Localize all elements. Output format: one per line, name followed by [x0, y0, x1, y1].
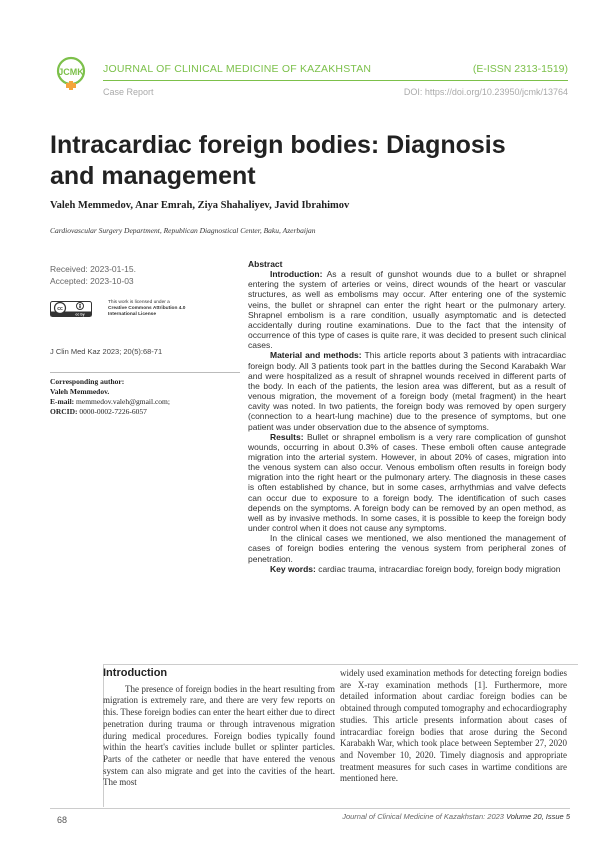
- journal-logo: [50, 56, 92, 90]
- page-number: 68: [57, 815, 68, 825]
- abstract: [248, 259, 566, 574]
- abstract-methods: Material and methods: This article reports about 3 patients with intracardiac foreign body. All 3 patients took part in the battles during the Second Karabakh War and were hospitalized as a result of shrapnel wounds received in different parts of the body. In each of the patients, the lesion area was different, but as a result of venous migration, the movement of a foreign body (metal fragment) in the heart cavity was noted. In two patients, the foreign body was removed by open surgery (connection to a heart-lung machine) due to the presence of symptoms, but one patient was under observation due to the absence of symptoms.: [248, 350, 566, 432]
- corresponding-author: [50, 377, 170, 417]
- abstract-conclusion: In the clinical cases we mentioned, we also mentioned the management of cases of foreign bodies entering the venous system from peripheral zones of penetration.: [248, 533, 566, 564]
- doi-link[interactable]: DOI: https://doi.org/10.23950/jcmk/13764: [403, 87, 568, 97]
- introduction-paragraph-right: widely used examination methods for detecting foreign bodies are X-ray examination methods [1]. Furthermore, more detailed information about cardiac foreign bodies can be obtained through computed tomography and echocardiography studies. This article presents information about cases of intracardiac foreign bodies that arose during the Second Karabakh War, which took place between September 27, 2020 and November 10, 2020. Timely diagnosis and appropriate treatment measures for such cases in wartime conditions are mentioned here.: [340, 668, 567, 784]
- introduction-left-column: [103, 668, 335, 789]
- footer-journal: [342, 812, 570, 821]
- article-dates: [50, 263, 136, 287]
- cc-badge-label: cc by: [75, 312, 85, 317]
- citation: J Clin Med Kaz 2023; 20(5):68-71: [50, 347, 163, 356]
- cc-by-license-icon[interactable]: [50, 301, 92, 317]
- corr-name: Valeh Memmedov.: [50, 387, 110, 396]
- article-title: Intracardiac foreign bodies: Diagnosis and management: [50, 131, 506, 190]
- abstract-intro: Introduction: As a result of gunshot wounds due to a bullet or shrapnel entering the system of arteries or veins, direct wounds of the heart or vascular structures, as well as embolisms may occur. After entering one of the systemic veins, the bullet or shrapnel can enter the right heart or the pulmonary artery. Shrapnel embolism is a rare condition, usually asymptomatic and is detected accidentally during routine examinations. Due to the fact that the intensity of occurrence of this type of cases is quite rare, it was decided to present such clinical cases.: [248, 269, 566, 351]
- corr-email[interactable]: memmedov.valeh@gmail.com;: [76, 397, 170, 406]
- footer-journal-name: Journal of Clinical Medicine of Kazakhstan: 2023: [342, 812, 504, 821]
- journal-title[interactable]: JOURNAL OF CLINICAL MEDICINE OF KAZAKHSTAN: [103, 63, 372, 75]
- header-divider: [103, 80, 568, 81]
- footer-volume: Volume 20, Issue 5: [506, 812, 570, 821]
- license-link[interactable]: Creative Commons Attribution 4.0: [108, 306, 186, 311]
- introduction-heading: Introduction: [103, 667, 168, 679]
- issn: (E-ISSN 2313-1519): [472, 63, 568, 75]
- license-line-3: International License: [108, 312, 156, 317]
- article-type: Case Report: [103, 87, 154, 97]
- author-list: Valeh Memmedov, Anar Emrah, Ziya Shahaliyev, Javid Ibrahimov: [50, 200, 350, 211]
- corr-orcid-label: ORCID:: [50, 407, 78, 416]
- abstract-keywords: Key words: cardiac trauma, intracardiac foreign body, foreign body migration: [270, 563, 561, 574]
- license-line-1: This work is licensed under a: [108, 300, 170, 305]
- corr-heading: Corresponding author:: [50, 377, 125, 386]
- logo-text: JCMK: [58, 67, 84, 77]
- svg-text:cc: cc: [57, 306, 63, 312]
- corr-orcid[interactable]: 0000-0002-7226-6057: [79, 407, 147, 416]
- introduction-right-column: [340, 668, 567, 785]
- abstract-results: Results: Bullet or shrapnel embolism is a very rare complication of gunshot wounds, occurring in about 0.3% of cases. These emboli often cause antegrade migration into the arterial system. However, in about 20% of cases, migration into the venous system can also occur. Venous embolism often results in foreign body migration into the right heart or the pulmonary artery. The diagnosis in these cases is often established by chance, but in some cases, arrhythmias and valve defects can occur due to exposure to a foreign body. The identification of such cases depends on the symptoms. A foreign body can be removed by an open method, as well as by invasive methods. In some cases, it is possible to keep the foreign body under control when it does not cause any symptoms.: [248, 431, 566, 534]
- corr-email-label: E-mail:: [50, 397, 75, 406]
- affiliation: Cardiovascular Surgery Department, Republican Diagnostical Center, Baku, Azerbaijan: [50, 226, 316, 235]
- received-date: Received: 2023-01-15.: [50, 264, 137, 274]
- abstract-heading: Abstract: [248, 259, 283, 269]
- footer-divider: [50, 808, 570, 809]
- license-text: [108, 300, 185, 318]
- corr-divider: [50, 372, 240, 373]
- accepted-date: Accepted: 2023-10-03: [50, 276, 134, 286]
- introduction-paragraph-left: The presence of foreign bodies in the heart resulting from migration is extremely rare, and there are very few reports on this. These foreign bodies can enter the heart either due to direct penetration during trauma or through intravenous migration during medical procedures. Foreign bodies typically found within the heart's cavities include bullet or splinter particles. Parts of the catheter or needle that have entered the venous system can also migrate and get into the cavities of the heart. The most: [103, 683, 335, 788]
